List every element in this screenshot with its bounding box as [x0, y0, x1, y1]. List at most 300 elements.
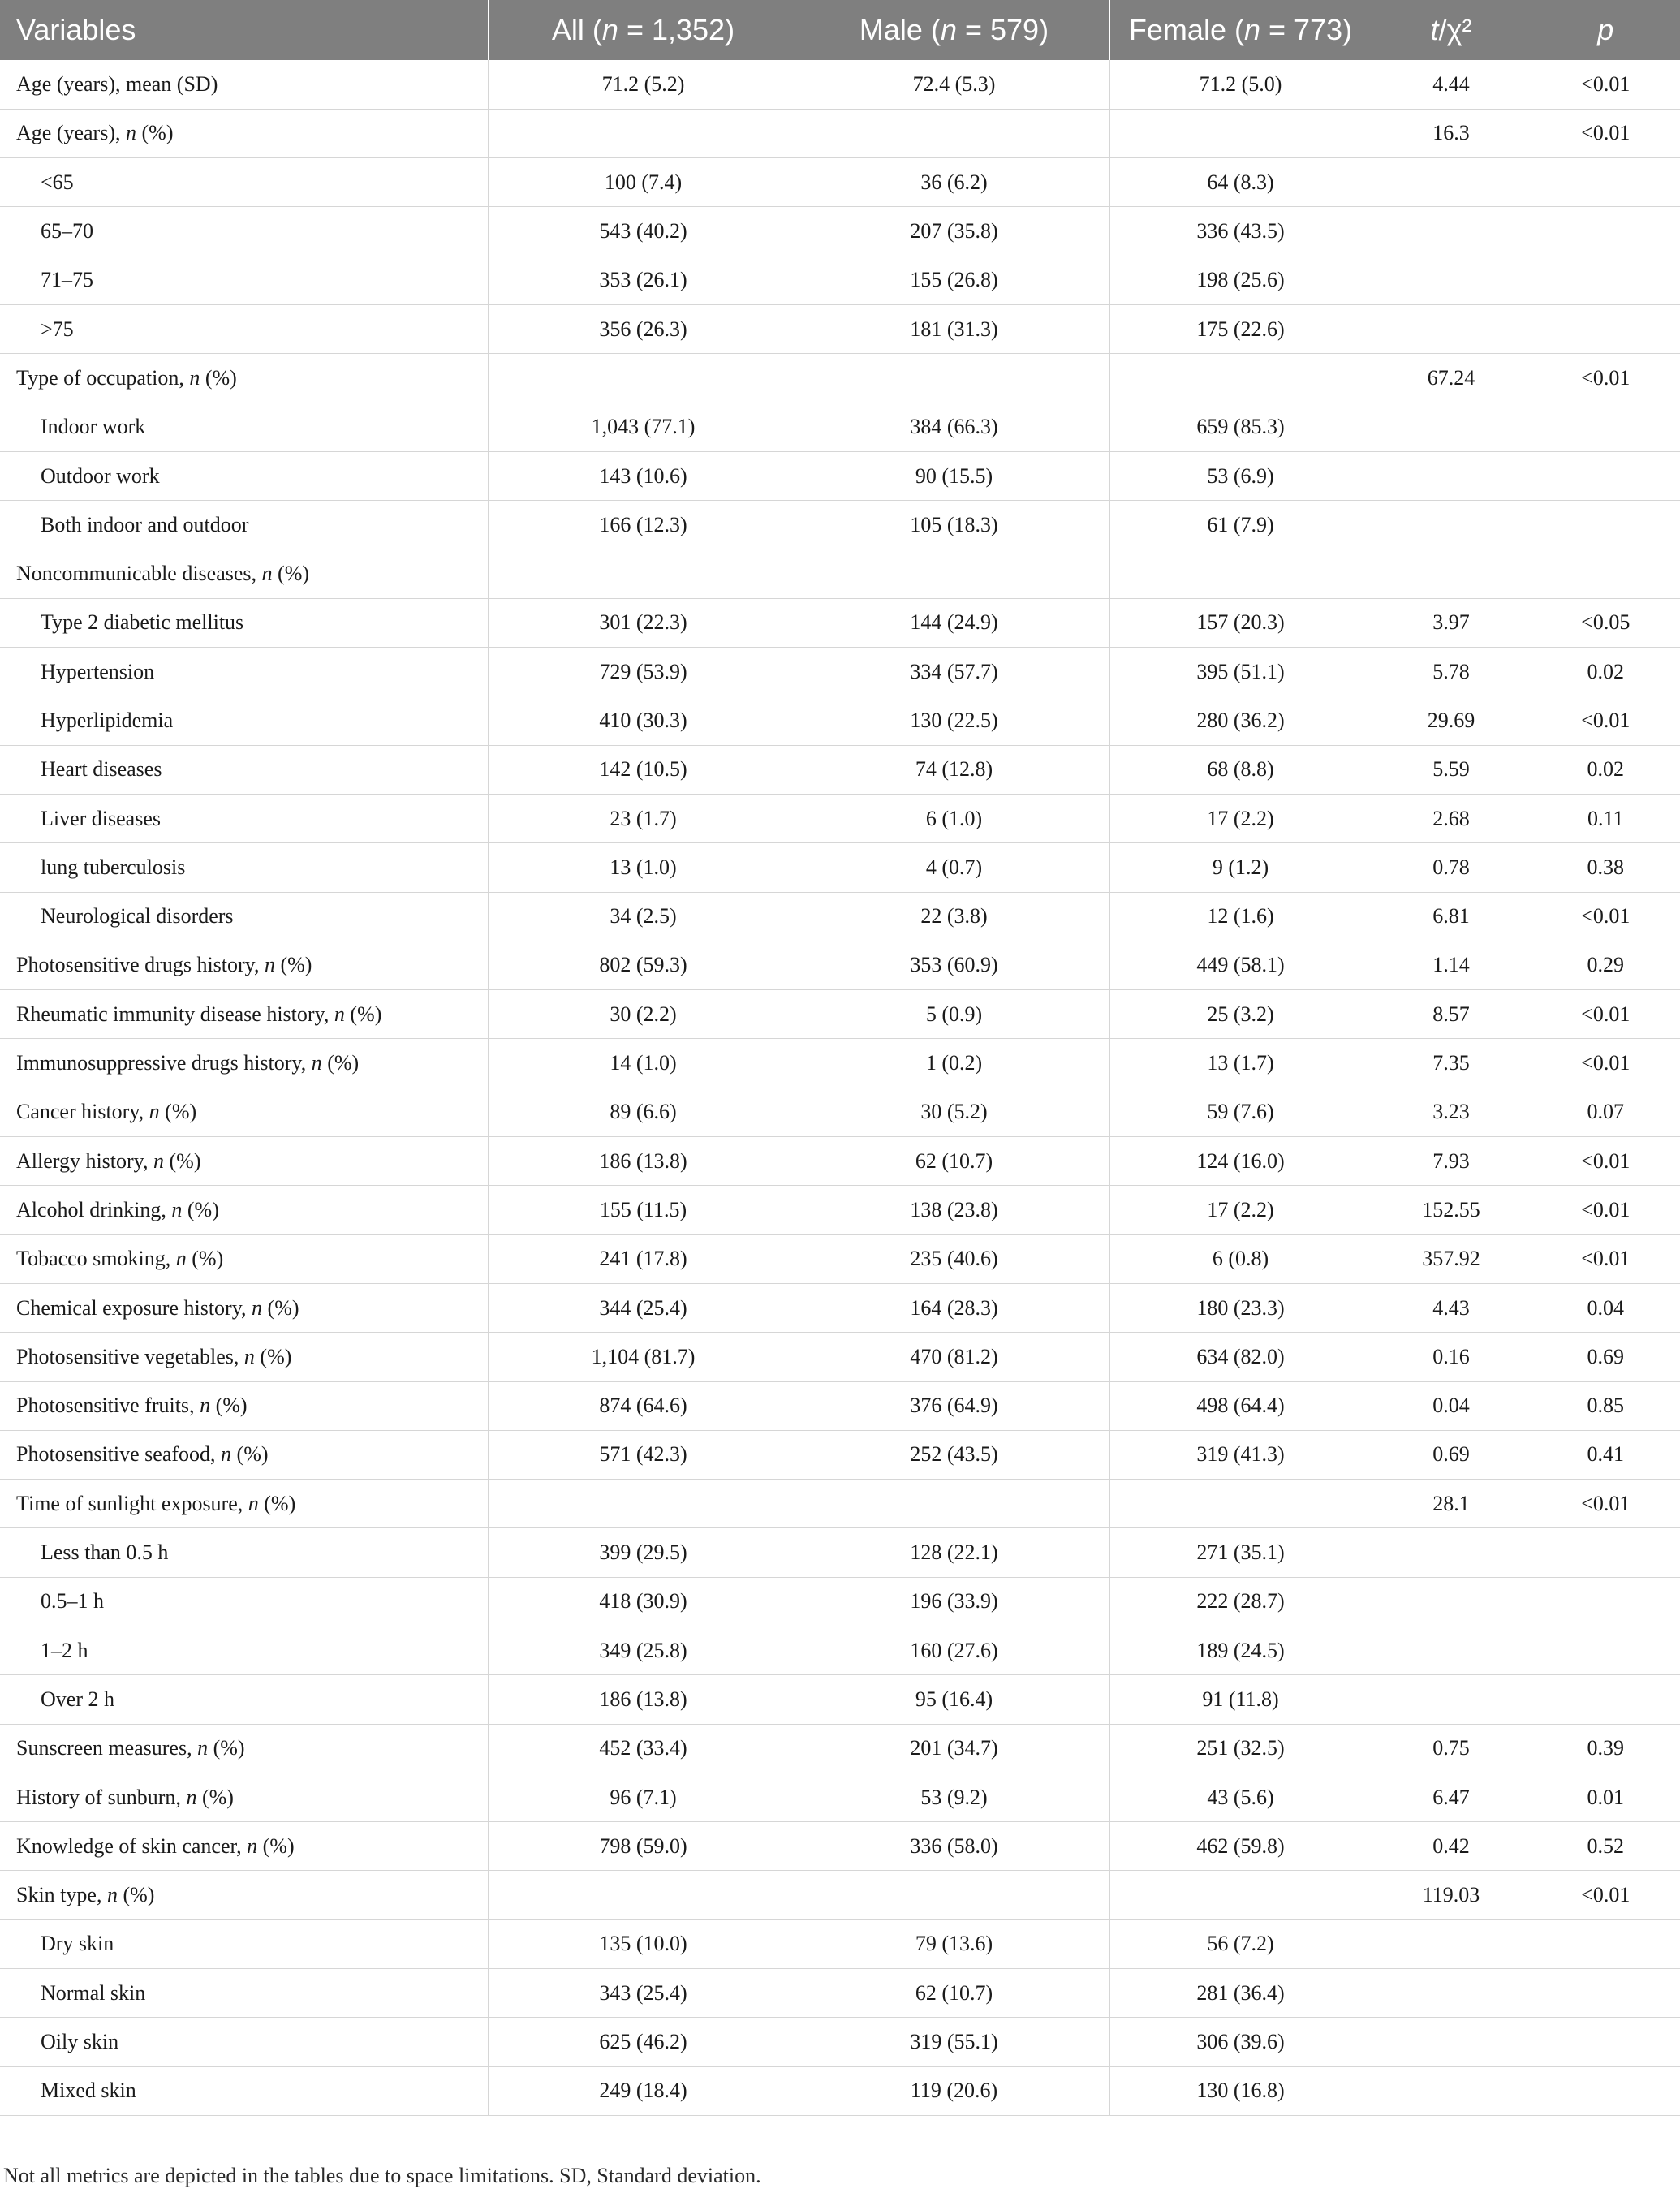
- cell-female: 25 (3.2): [1109, 990, 1372, 1039]
- row-label-text: Allergy history,: [16, 1148, 153, 1173]
- cell-female: 53 (6.9): [1109, 451, 1372, 500]
- cell-p-value: [1531, 256, 1680, 304]
- row-label-tail: (%): [257, 1833, 295, 1858]
- cell-all: 543 (40.2): [488, 207, 799, 256]
- table-row: [0, 794, 1680, 842]
- row-label-text: Outdoor work: [41, 463, 160, 488]
- row-label: [0, 1186, 488, 1234]
- cell-all: 34 (2.5): [488, 892, 799, 941]
- cell-p-value: [1531, 1577, 1680, 1626]
- cell-test-statistic: 67.24: [1372, 354, 1531, 403]
- table-row: [0, 1773, 1680, 1821]
- table-row: [0, 598, 1680, 647]
- row-label-tail: (%): [321, 1051, 360, 1075]
- table-row: [0, 1724, 1680, 1773]
- cell-female: 395 (51.1): [1109, 648, 1372, 696]
- row-label: [0, 1137, 488, 1186]
- cell-test-statistic: 0.16: [1372, 1333, 1531, 1381]
- cell-female: 17 (2.2): [1109, 1186, 1372, 1234]
- cell-female: 64 (8.3): [1109, 158, 1372, 207]
- cell-p-value: [1531, 501, 1680, 549]
- cell-female: 222 (28.7): [1109, 1577, 1372, 1626]
- row-label: [0, 1430, 488, 1479]
- table-row: [0, 892, 1680, 941]
- cell-female: 61 (7.9): [1109, 501, 1372, 549]
- row-label: [0, 1871, 488, 1919]
- cell-test-statistic: [1372, 1577, 1531, 1626]
- row-label: [0, 941, 488, 989]
- cell-female: 449 (58.1): [1109, 941, 1372, 989]
- row-label: [0, 648, 488, 696]
- cell-p-value: [1531, 158, 1680, 207]
- row-label-text: Time of sunlight exposure,: [16, 1491, 248, 1515]
- cell-test-statistic: 152.55: [1372, 1186, 1531, 1234]
- cell-all: 1,043 (77.1): [488, 403, 799, 451]
- cell-male: 319 (55.1): [799, 2018, 1109, 2066]
- row-label: [0, 892, 488, 941]
- cell-test-statistic: 6.47: [1372, 1773, 1531, 1821]
- cell-male: [799, 1871, 1109, 1919]
- row-label-italic: n: [261, 562, 273, 586]
- cell-p-value: [1531, 1528, 1680, 1577]
- cell-female: 175 (22.6): [1109, 304, 1372, 353]
- cell-all: 802 (59.3): [488, 941, 799, 989]
- table-row: [0, 304, 1680, 353]
- cell-p-value: <0.01: [1531, 109, 1680, 157]
- row-label-tail: (%): [272, 562, 310, 586]
- row-label-text: Age (years), mean (SD): [16, 71, 218, 96]
- cell-test-statistic: [1372, 256, 1531, 304]
- table-row: [0, 843, 1680, 892]
- row-label-text: Over 2 h: [41, 1687, 114, 1711]
- cell-female: 71.2 (5.0): [1109, 60, 1372, 109]
- row-label: [0, 1381, 488, 1430]
- row-label: [0, 1088, 488, 1136]
- cell-test-statistic: 0.75: [1372, 1724, 1531, 1773]
- cell-p-value: <0.01: [1531, 892, 1680, 941]
- table-row: [0, 1969, 1680, 2018]
- cell-p-value: <0.05: [1531, 598, 1680, 647]
- row-label-text: Hyperlipidemia: [41, 709, 174, 732]
- cell-female: 68 (8.8): [1109, 745, 1372, 794]
- cell-male: 207 (35.8): [799, 207, 1109, 256]
- header-suffix-text: = 579): [956, 13, 1049, 46]
- cell-female: 17 (2.2): [1109, 794, 1372, 842]
- cell-female: 43 (5.6): [1109, 1773, 1372, 1821]
- cell-male: [799, 1480, 1109, 1528]
- cell-test-statistic: 357.92: [1372, 1234, 1531, 1283]
- table-row: [0, 1283, 1680, 1332]
- row-label-tail: (%): [196, 1785, 234, 1809]
- row-label: [0, 1969, 488, 2018]
- header-text: Variables: [16, 13, 136, 46]
- cell-p-value: <0.01: [1531, 1234, 1680, 1283]
- row-label-text: Skin type,: [16, 1883, 107, 1907]
- cell-p-value: [1531, 1969, 1680, 2018]
- row-label: [0, 1675, 488, 1724]
- row-label-text: Type 2 diabetic mellitus: [41, 610, 244, 635]
- cell-all: 142 (10.5): [488, 745, 799, 794]
- cell-test-statistic: [1372, 1528, 1531, 1577]
- row-label-text: Heart diseases: [41, 757, 162, 782]
- cell-all: 625 (46.2): [488, 2018, 799, 2066]
- cell-male: 164 (28.3): [799, 1283, 1109, 1332]
- row-label: [0, 1822, 488, 1871]
- table-row: [0, 354, 1680, 403]
- row-label-text: Photosensitive vegetables,: [16, 1344, 244, 1368]
- row-label-italic: n: [197, 1736, 209, 1760]
- table-row: [0, 1186, 1680, 1234]
- cell-male: 252 (43.5): [799, 1430, 1109, 1479]
- row-label-italic: n: [153, 1148, 164, 1173]
- row-label-text: Dry skin: [41, 1932, 114, 1956]
- cell-test-statistic: 7.93: [1372, 1137, 1531, 1186]
- cell-female: 280 (36.2): [1109, 696, 1372, 745]
- cell-all: 30 (2.2): [488, 990, 799, 1039]
- cell-test-statistic: 2.68: [1372, 794, 1531, 842]
- cell-male: 353 (60.9): [799, 941, 1109, 989]
- cell-female: 9 (1.2): [1109, 843, 1372, 892]
- cell-male: 138 (23.8): [799, 1186, 1109, 1234]
- cell-female: 124 (16.0): [1109, 1137, 1372, 1186]
- cell-test-statistic: [1372, 1675, 1531, 1724]
- header-italic-text: t: [1430, 13, 1439, 46]
- table-row: [0, 648, 1680, 696]
- cell-test-statistic: 0.78: [1372, 843, 1531, 892]
- cell-test-statistic: 0.42: [1372, 1822, 1531, 1871]
- row-label-tail: (%): [231, 1442, 269, 1467]
- row-label: [0, 2018, 488, 2066]
- cell-male: 384 (66.3): [799, 403, 1109, 451]
- cell-female: [1109, 109, 1372, 157]
- row-label-italic: n: [252, 1295, 263, 1320]
- row-label: [0, 2066, 488, 2115]
- cell-p-value: [1531, 207, 1680, 256]
- row-label-italic: n: [248, 1491, 259, 1515]
- cell-test-statistic: [1372, 403, 1531, 451]
- header-text: All (: [551, 13, 602, 46]
- cell-p-value: [1531, 403, 1680, 451]
- cell-p-value: [1531, 1675, 1680, 1724]
- row-label-text: Indoor work: [41, 415, 146, 439]
- cell-male: 79 (13.6): [799, 1919, 1109, 1968]
- table-row: [0, 745, 1680, 794]
- cell-test-statistic: 1.14: [1372, 941, 1531, 989]
- cell-p-value: [1531, 1626, 1680, 1675]
- cell-male: [799, 354, 1109, 403]
- cell-female: 130 (16.8): [1109, 2066, 1372, 2115]
- cell-p-value: <0.01: [1531, 696, 1680, 745]
- cell-all: 143 (10.6): [488, 451, 799, 500]
- cell-p-value: <0.01: [1531, 60, 1680, 109]
- cell-p-value: [1531, 1919, 1680, 1968]
- row-label-tail: (%): [186, 1247, 224, 1271]
- row-label-text: Alcohol drinking,: [16, 1197, 172, 1221]
- cell-female: 12 (1.6): [1109, 892, 1372, 941]
- row-label-italic: n: [189, 365, 200, 390]
- table-body: [0, 60, 1680, 2115]
- row-label-italic: n: [186, 1785, 197, 1809]
- cell-female: 6 (0.8): [1109, 1234, 1372, 1283]
- row-label-tail: (%): [200, 365, 237, 390]
- cell-male: 119 (20.6): [799, 2066, 1109, 2115]
- row-label-italic: n: [149, 1100, 160, 1124]
- cell-p-value: 0.69: [1531, 1333, 1680, 1381]
- cell-male: 155 (26.8): [799, 256, 1109, 304]
- cell-male: 72.4 (5.3): [799, 60, 1109, 109]
- cell-p-value: [1531, 549, 1680, 598]
- cell-test-statistic: [1372, 1626, 1531, 1675]
- cell-test-statistic: 29.69: [1372, 696, 1531, 745]
- table-row: [0, 1626, 1680, 1675]
- row-label-italic: n: [264, 953, 275, 977]
- row-label: [0, 207, 488, 256]
- row-label-italic: n: [200, 1394, 211, 1418]
- row-label: [0, 1333, 488, 1381]
- row-label-text: Knowledge of skin cancer,: [16, 1833, 248, 1858]
- row-label: [0, 1283, 488, 1332]
- header-italic-text: n: [940, 13, 957, 46]
- cell-all: 410 (30.3): [488, 696, 799, 745]
- cell-p-value: <0.01: [1531, 1186, 1680, 1234]
- header-text: Male (: [859, 13, 941, 46]
- row-label-text: Oily skin: [41, 2030, 119, 2054]
- cell-all: 186 (13.8): [488, 1137, 799, 1186]
- row-label-text: 65–70: [41, 219, 93, 243]
- cell-all: 14 (1.0): [488, 1039, 799, 1088]
- row-label-italic: n: [311, 1051, 322, 1075]
- row-label-text: Tobacco smoking,: [16, 1247, 176, 1271]
- row-label: [0, 598, 488, 647]
- cell-p-value: [1531, 451, 1680, 500]
- cell-all: 729 (53.9): [488, 648, 799, 696]
- row-label-text: 1–2 h: [41, 1638, 88, 1662]
- cell-all: [488, 1480, 799, 1528]
- row-label: [0, 109, 488, 157]
- table-row: [0, 696, 1680, 745]
- row-label-italic: n: [171, 1197, 183, 1221]
- row-label-text: Type of occupation,: [16, 365, 190, 390]
- cell-test-statistic: 4.43: [1372, 1283, 1531, 1332]
- row-label-tail: (%): [254, 1344, 292, 1368]
- header-female: [1109, 0, 1372, 60]
- cell-all: 186 (13.8): [488, 1675, 799, 1724]
- cell-all: 71.2 (5.2): [488, 60, 799, 109]
- cell-all: 343 (25.4): [488, 1969, 799, 2018]
- cell-all: 353 (26.1): [488, 256, 799, 304]
- row-label-text: Immunosuppressive drugs history,: [16, 1051, 312, 1075]
- cell-male: 201 (34.7): [799, 1724, 1109, 1773]
- cell-male: 130 (22.5): [799, 696, 1109, 745]
- cell-test-statistic: [1372, 451, 1531, 500]
- cell-test-statistic: 5.78: [1372, 648, 1531, 696]
- row-label: [0, 745, 488, 794]
- row-label-tail: (%): [344, 1002, 382, 1026]
- row-label-tail: (%): [262, 1295, 299, 1320]
- cell-female: 56 (7.2): [1109, 1919, 1372, 1968]
- table-row: [0, 1480, 1680, 1528]
- row-label-text: Normal skin: [41, 1980, 146, 2005]
- header-all: [488, 0, 799, 60]
- header-p-value: [1531, 0, 1680, 60]
- cell-male: [799, 109, 1109, 157]
- cell-all: 349 (25.8): [488, 1626, 799, 1675]
- cell-male: 5 (0.9): [799, 990, 1109, 1039]
- table-footnote: Not all metrics are depicted in the tables due to space limitations. SD, Standard deviation.: [3, 2164, 761, 2187]
- row-label-tail: (%): [258, 1491, 296, 1515]
- cell-female: 91 (11.8): [1109, 1675, 1372, 1724]
- cell-female: 59 (7.6): [1109, 1088, 1372, 1136]
- cell-test-statistic: 119.03: [1372, 1871, 1531, 1919]
- table-row: [0, 1871, 1680, 1919]
- row-label: [0, 304, 488, 353]
- row-label-italic: n: [175, 1247, 187, 1271]
- row-label-italic: n: [334, 1002, 345, 1026]
- cell-all: 135 (10.0): [488, 1919, 799, 1968]
- row-label-text: Photosensitive seafood,: [16, 1442, 222, 1467]
- cell-male: 334 (57.7): [799, 648, 1109, 696]
- cell-female: 306 (39.6): [1109, 2018, 1372, 2066]
- cell-all: 13 (1.0): [488, 843, 799, 892]
- cell-p-value: <0.01: [1531, 990, 1680, 1039]
- cell-all: 344 (25.4): [488, 1283, 799, 1332]
- cell-p-value: <0.01: [1531, 354, 1680, 403]
- row-label: [0, 1919, 488, 1968]
- row-label-text: Hypertension: [41, 659, 155, 683]
- cell-p-value: 0.38: [1531, 843, 1680, 892]
- row-label-tail: (%): [136, 121, 174, 145]
- cell-p-value: <0.01: [1531, 1039, 1680, 1088]
- table-row: [0, 1137, 1680, 1186]
- table-row: [0, 2066, 1680, 2115]
- table-row: [0, 1234, 1680, 1283]
- header-suffix-text: = 773): [1260, 13, 1353, 46]
- cell-male: 160 (27.6): [799, 1626, 1109, 1675]
- cell-test-statistic: [1372, 2066, 1531, 2115]
- cell-test-statistic: 5.59: [1372, 745, 1531, 794]
- table-row: [0, 1577, 1680, 1626]
- cell-female: [1109, 549, 1372, 598]
- cell-all: [488, 1871, 799, 1919]
- row-label: [0, 1626, 488, 1675]
- row-label: [0, 451, 488, 500]
- row-label: [0, 256, 488, 304]
- row-label: [0, 990, 488, 1039]
- cell-test-statistic: 0.04: [1372, 1381, 1531, 1430]
- cell-test-statistic: 3.97: [1372, 598, 1531, 647]
- row-label: [0, 1039, 488, 1088]
- row-label-italic: n: [243, 1344, 255, 1368]
- row-label-tail: (%): [182, 1197, 219, 1221]
- cell-male: 36 (6.2): [799, 158, 1109, 207]
- cell-female: 157 (20.3): [1109, 598, 1372, 647]
- cell-female: 634 (82.0): [1109, 1333, 1372, 1381]
- cell-male: 95 (16.4): [799, 1675, 1109, 1724]
- cell-all: 89 (6.6): [488, 1088, 799, 1136]
- row-label-text: >75: [41, 317, 74, 341]
- row-label: [0, 1773, 488, 1821]
- row-label-text: Photosensitive drugs history,: [16, 953, 265, 977]
- row-label-text: Both indoor and outdoor: [41, 512, 249, 536]
- cell-male: 4 (0.7): [799, 843, 1109, 892]
- cell-male: 6 (1.0): [799, 794, 1109, 842]
- cell-test-statistic: [1372, 304, 1531, 353]
- header-suffix-text: = 1,352): [618, 13, 735, 46]
- cell-male: 470 (81.2): [799, 1333, 1109, 1381]
- cell-all: 874 (64.6): [488, 1381, 799, 1430]
- header-test-statistic: [1372, 0, 1531, 60]
- cell-test-statistic: 4.44: [1372, 60, 1531, 109]
- row-label-text: Photosensitive fruits,: [16, 1394, 200, 1418]
- row-label-text: Mixed skin: [41, 2079, 136, 2103]
- table-row: [0, 941, 1680, 989]
- row-label: [0, 1480, 488, 1528]
- table-row: [0, 1919, 1680, 1968]
- cell-male: 53 (9.2): [799, 1773, 1109, 1821]
- cell-all: 249 (18.4): [488, 2066, 799, 2115]
- cell-all: 155 (11.5): [488, 1186, 799, 1234]
- cell-test-statistic: [1372, 2018, 1531, 2066]
- cell-male: 235 (40.6): [799, 1234, 1109, 1283]
- cell-all: 166 (12.3): [488, 501, 799, 549]
- row-label-tail: (%): [208, 1736, 245, 1760]
- row-label-italic: n: [106, 1883, 118, 1907]
- header-italic-text: p: [1597, 13, 1614, 46]
- table-row: [0, 1333, 1680, 1381]
- cell-female: 271 (35.1): [1109, 1528, 1372, 1577]
- row-label: [0, 1528, 488, 1577]
- table-row: [0, 60, 1680, 109]
- cell-female: 319 (41.3): [1109, 1430, 1372, 1479]
- table-row: [0, 256, 1680, 304]
- row-label-tail: (%): [159, 1100, 197, 1124]
- row-label-text: History of sunburn,: [16, 1785, 187, 1809]
- cell-p-value: 0.41: [1531, 1430, 1680, 1479]
- cell-test-statistic: [1372, 1919, 1531, 1968]
- cell-all: 571 (42.3): [488, 1430, 799, 1479]
- table-row: [0, 451, 1680, 500]
- cell-test-statistic: 7.35: [1372, 1039, 1531, 1088]
- cell-p-value: <0.01: [1531, 1480, 1680, 1528]
- header-italic-text: n: [1243, 13, 1260, 46]
- cell-p-value: [1531, 2066, 1680, 2115]
- row-label-italic: n: [247, 1833, 258, 1858]
- table-row: [0, 549, 1680, 598]
- cell-female: 336 (43.5): [1109, 207, 1372, 256]
- cell-all: 798 (59.0): [488, 1822, 799, 1871]
- cell-test-statistic: 0.69: [1372, 1430, 1531, 1479]
- cell-p-value: 0.52: [1531, 1822, 1680, 1871]
- cell-female: [1109, 1480, 1372, 1528]
- header-row: [0, 0, 1680, 60]
- cell-male: 62 (10.7): [799, 1969, 1109, 2018]
- row-label: [0, 1234, 488, 1283]
- row-label-text: <65: [41, 170, 74, 194]
- cell-male: 105 (18.3): [799, 501, 1109, 549]
- cell-all: 96 (7.1): [488, 1773, 799, 1821]
- cell-all: 452 (33.4): [488, 1724, 799, 1773]
- cell-female: 180 (23.3): [1109, 1283, 1372, 1332]
- cell-female: 281 (36.4): [1109, 1969, 1372, 2018]
- cell-male: 74 (12.8): [799, 745, 1109, 794]
- cell-all: 356 (26.3): [488, 304, 799, 353]
- row-label-text: Chemical exposure history,: [16, 1295, 252, 1320]
- cell-male: [799, 549, 1109, 598]
- cell-male: 1 (0.2): [799, 1039, 1109, 1088]
- cell-p-value: 0.02: [1531, 648, 1680, 696]
- cell-all: 241 (17.8): [488, 1234, 799, 1283]
- cell-p-value: 0.04: [1531, 1283, 1680, 1332]
